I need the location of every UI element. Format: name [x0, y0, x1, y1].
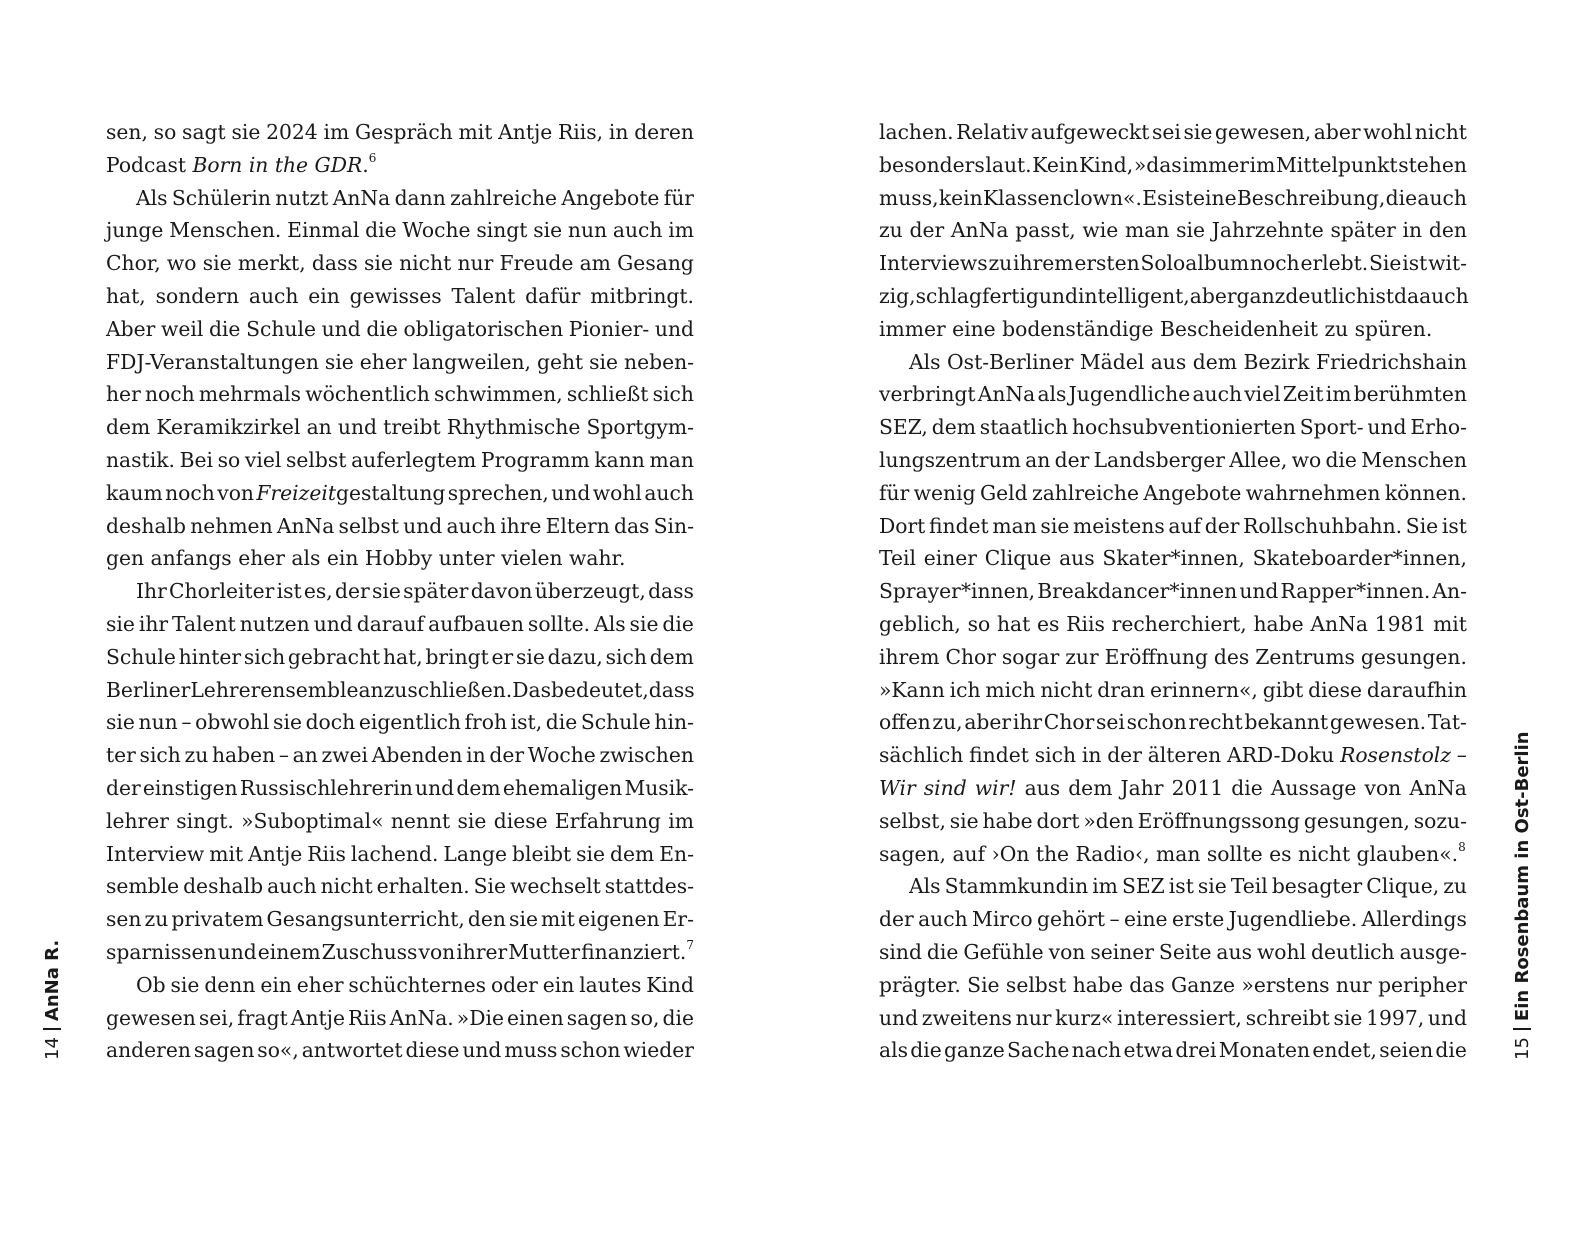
page-number: 15 [1512, 1037, 1533, 1060]
text-line: Als Schülerin nutzt AnNa dann zahlreiche Angebote für [136, 185, 694, 210]
text-line: Teil einer Clique aus Skater*innen, Skateboarder*innen, [879, 546, 1467, 571]
text-line: Sprayer*innen, Breakdancer*innen und Rapper*innen. An- [879, 579, 1467, 604]
text-line: Aber weil die Schule und die obligatorischen Pionier- und [106, 316, 694, 341]
left-folio [42, 940, 63, 1060]
text-line: kaum noch von Freizeitgestaltung sprechen, und wohl auch [106, 480, 694, 505]
text-line: besonders laut. Kein Kind, »das immer im Mittelpunkt stehen [879, 152, 1467, 177]
text-line: sen zu privatem Gesangsunterricht, den sie mit eigenen Er- [106, 907, 694, 932]
text-line: Ob sie denn ein eher schüchternes oder ein lautes Kind [136, 972, 694, 997]
text-line: selbst, sie habe dort »den Eröffnungssong gesungen, sozu- [879, 808, 1467, 833]
text-line: ter sich zu haben – an zwei Abenden in der Woche zwischen [106, 743, 694, 768]
folio-divider [43, 1028, 61, 1030]
text-line: sie nun – obwohl sie doch eigentlich froh ist, die Schule hin- [106, 710, 694, 735]
text-line: Schule hinter sich gebracht hat, bringt er sie dazu, sich dem [106, 644, 694, 669]
text-line: lachen. Relativ aufgeweckt sei sie gewesen, aber wohl nicht [879, 120, 1467, 144]
text-line: geblich, so hat es Riis recherchiert, habe AnNa 1981 mit [879, 611, 1467, 636]
text-line: her noch mehrmals wöchentlich schwimmen, schließt sich [106, 382, 694, 407]
folio-divider [1513, 1028, 1531, 1030]
text-line: Berliner Lehrerensemble anzuschließen. Das bedeutet, dass [106, 677, 695, 702]
text-line: gewesen sei, fragt Antje Riis AnNa. »Die einen sagen so, die [106, 1005, 694, 1030]
text-line: und zweitens nur kurz« interessiert, schreibt sie 1997, und [879, 1005, 1467, 1030]
text-line: SEZ, dem staatlich hochsubventionierten Sport- und Erho- [879, 415, 1467, 440]
right-text-column [879, 116, 1467, 1067]
text-line: Chor, wo sie merkt, dass sie nicht nur Freude am Gesang [106, 251, 694, 276]
running-head: AnNa R. [42, 939, 63, 1022]
text-line: zig, schlagfertig und intelligent, aber ganz deutlich ist da auch [879, 283, 1469, 308]
text-line: sind die Gefühle von seiner Seite aus wohl deutlich ausge- [879, 939, 1467, 964]
text-line: Dort findet man sie meistens auf der Rollschuhbahn. Sie ist [879, 513, 1467, 538]
text-line: als die ganze Sache nach etwa drei Monaten endet, seien die [879, 1038, 1467, 1063]
running-head: Ein Rosenbaum in Ost-Berlin [1512, 731, 1533, 1022]
right-page [797, 0, 1594, 1240]
text-line: Ihr Chorleiter ist es, der sie später davon überzeugt, dass [136, 579, 694, 604]
text-line: »Kann ich mich nicht dran erinnern«, gibt diese daraufhin [879, 677, 1467, 702]
text-line: hat, sondern auch ein gewisses Talent dafür mitbringt. [106, 283, 694, 308]
text-line: Podcast Born in the GDR.$^6$ [106, 151, 377, 177]
text-line: sparnissen und einem Zuschuss von ihrer Mutter finanziert.$^7$ [106, 938, 694, 964]
text-line: ihrem Chor sogar zur Eröffnung des Zentrums gesungen. [879, 644, 1467, 669]
right-folio [1512, 731, 1533, 1060]
text-line: Interview mit Antje Riis lachend. Lange bleibt sie dem En- [106, 841, 694, 866]
text-line: zu der AnNa passt, wie man sie Jahrzehnte später in den [879, 218, 1467, 243]
text-line: anderen sagen so«, antwortet diese und muss schon wieder [106, 1038, 694, 1063]
text-line: FDJ-Veranstaltungen sie eher langweilen, geht sie neben- [106, 349, 694, 374]
text-line: der einstigen Russischlehrerin und dem ehemaligen Musik- [106, 775, 694, 800]
text-line: Als Ost-Berliner Mädel aus dem Bezirk Friedrichshain [909, 349, 1467, 374]
text-line: Wir sind wir! aus dem Jahr 2011 die Aussage von AnNa [879, 775, 1467, 800]
text-line: sächlich findet sich in der älteren ARD-Doku Rosenstolz – [879, 743, 1467, 768]
left-text-column [106, 116, 694, 1067]
text-line: deshalb nehmen AnNa selbst und auch ihre Eltern das Sin- [106, 513, 694, 538]
text-line: sie ihr Talent nutzen und darauf aufbauen sollte. Als sie die [106, 611, 694, 636]
text-line: lehrer singt. »Suboptimal« nennt sie diese Erfahrung im [106, 808, 694, 833]
text-line: sen, so sagt sie 2024 im Gespräch mit Antje Riis, in deren [106, 120, 694, 144]
text-line: immer eine bodenständige Bescheidenheit zu spüren. [879, 316, 1433, 341]
text-line: junge Menschen. Einmal die Woche singt sie nun auch im [106, 218, 694, 243]
text-line: für wenig Geld zahlreiche Angebote wahrnehmen können. [879, 480, 1467, 505]
text-line: semble deshalb auch nicht erhalten. Sie wechselt stattdes- [106, 874, 694, 899]
text-line: nastik. Bei so viel selbst auferlegtem Programm kann man [106, 447, 694, 472]
text-line: lungszentrum an der Landsberger Allee, wo die Menschen [879, 447, 1467, 472]
text-line: Interviews zu ihrem ersten Soloalbum noch erlebt. Sie ist wit- [879, 251, 1467, 276]
text-line: dem Keramikzirkel an und treibt Rhythmische Sportgym- [106, 415, 694, 440]
text-line: Als Stammkundin im SEZ ist sie Teil besagter Clique, zu [909, 874, 1467, 899]
text-line: verbringt AnNa als Jugendliche auch viel Zeit im berühmten [879, 382, 1467, 407]
text-line: gen anfangs eher als ein Hobby unter vielen wahr. [106, 546, 626, 571]
text-line: prägter. Sie selbst habe das Ganze »erstens nur peripher [879, 972, 1467, 997]
text-line: sagen, auf ›On the Radio‹, man sollte es nicht glauben«.$^8$ [879, 839, 1466, 866]
page-number: 14 [42, 1037, 63, 1060]
text-line: muss, kein Klassenclown«. Es ist eine Beschreibung, die auch [879, 185, 1467, 210]
text-line: offen zu, aber ihr Chor sei schon recht bekannt gewesen. Tat- [879, 710, 1467, 735]
text-line: der auch Mirco gehört – eine erste Jugendliebe. Allerdings [879, 907, 1467, 932]
